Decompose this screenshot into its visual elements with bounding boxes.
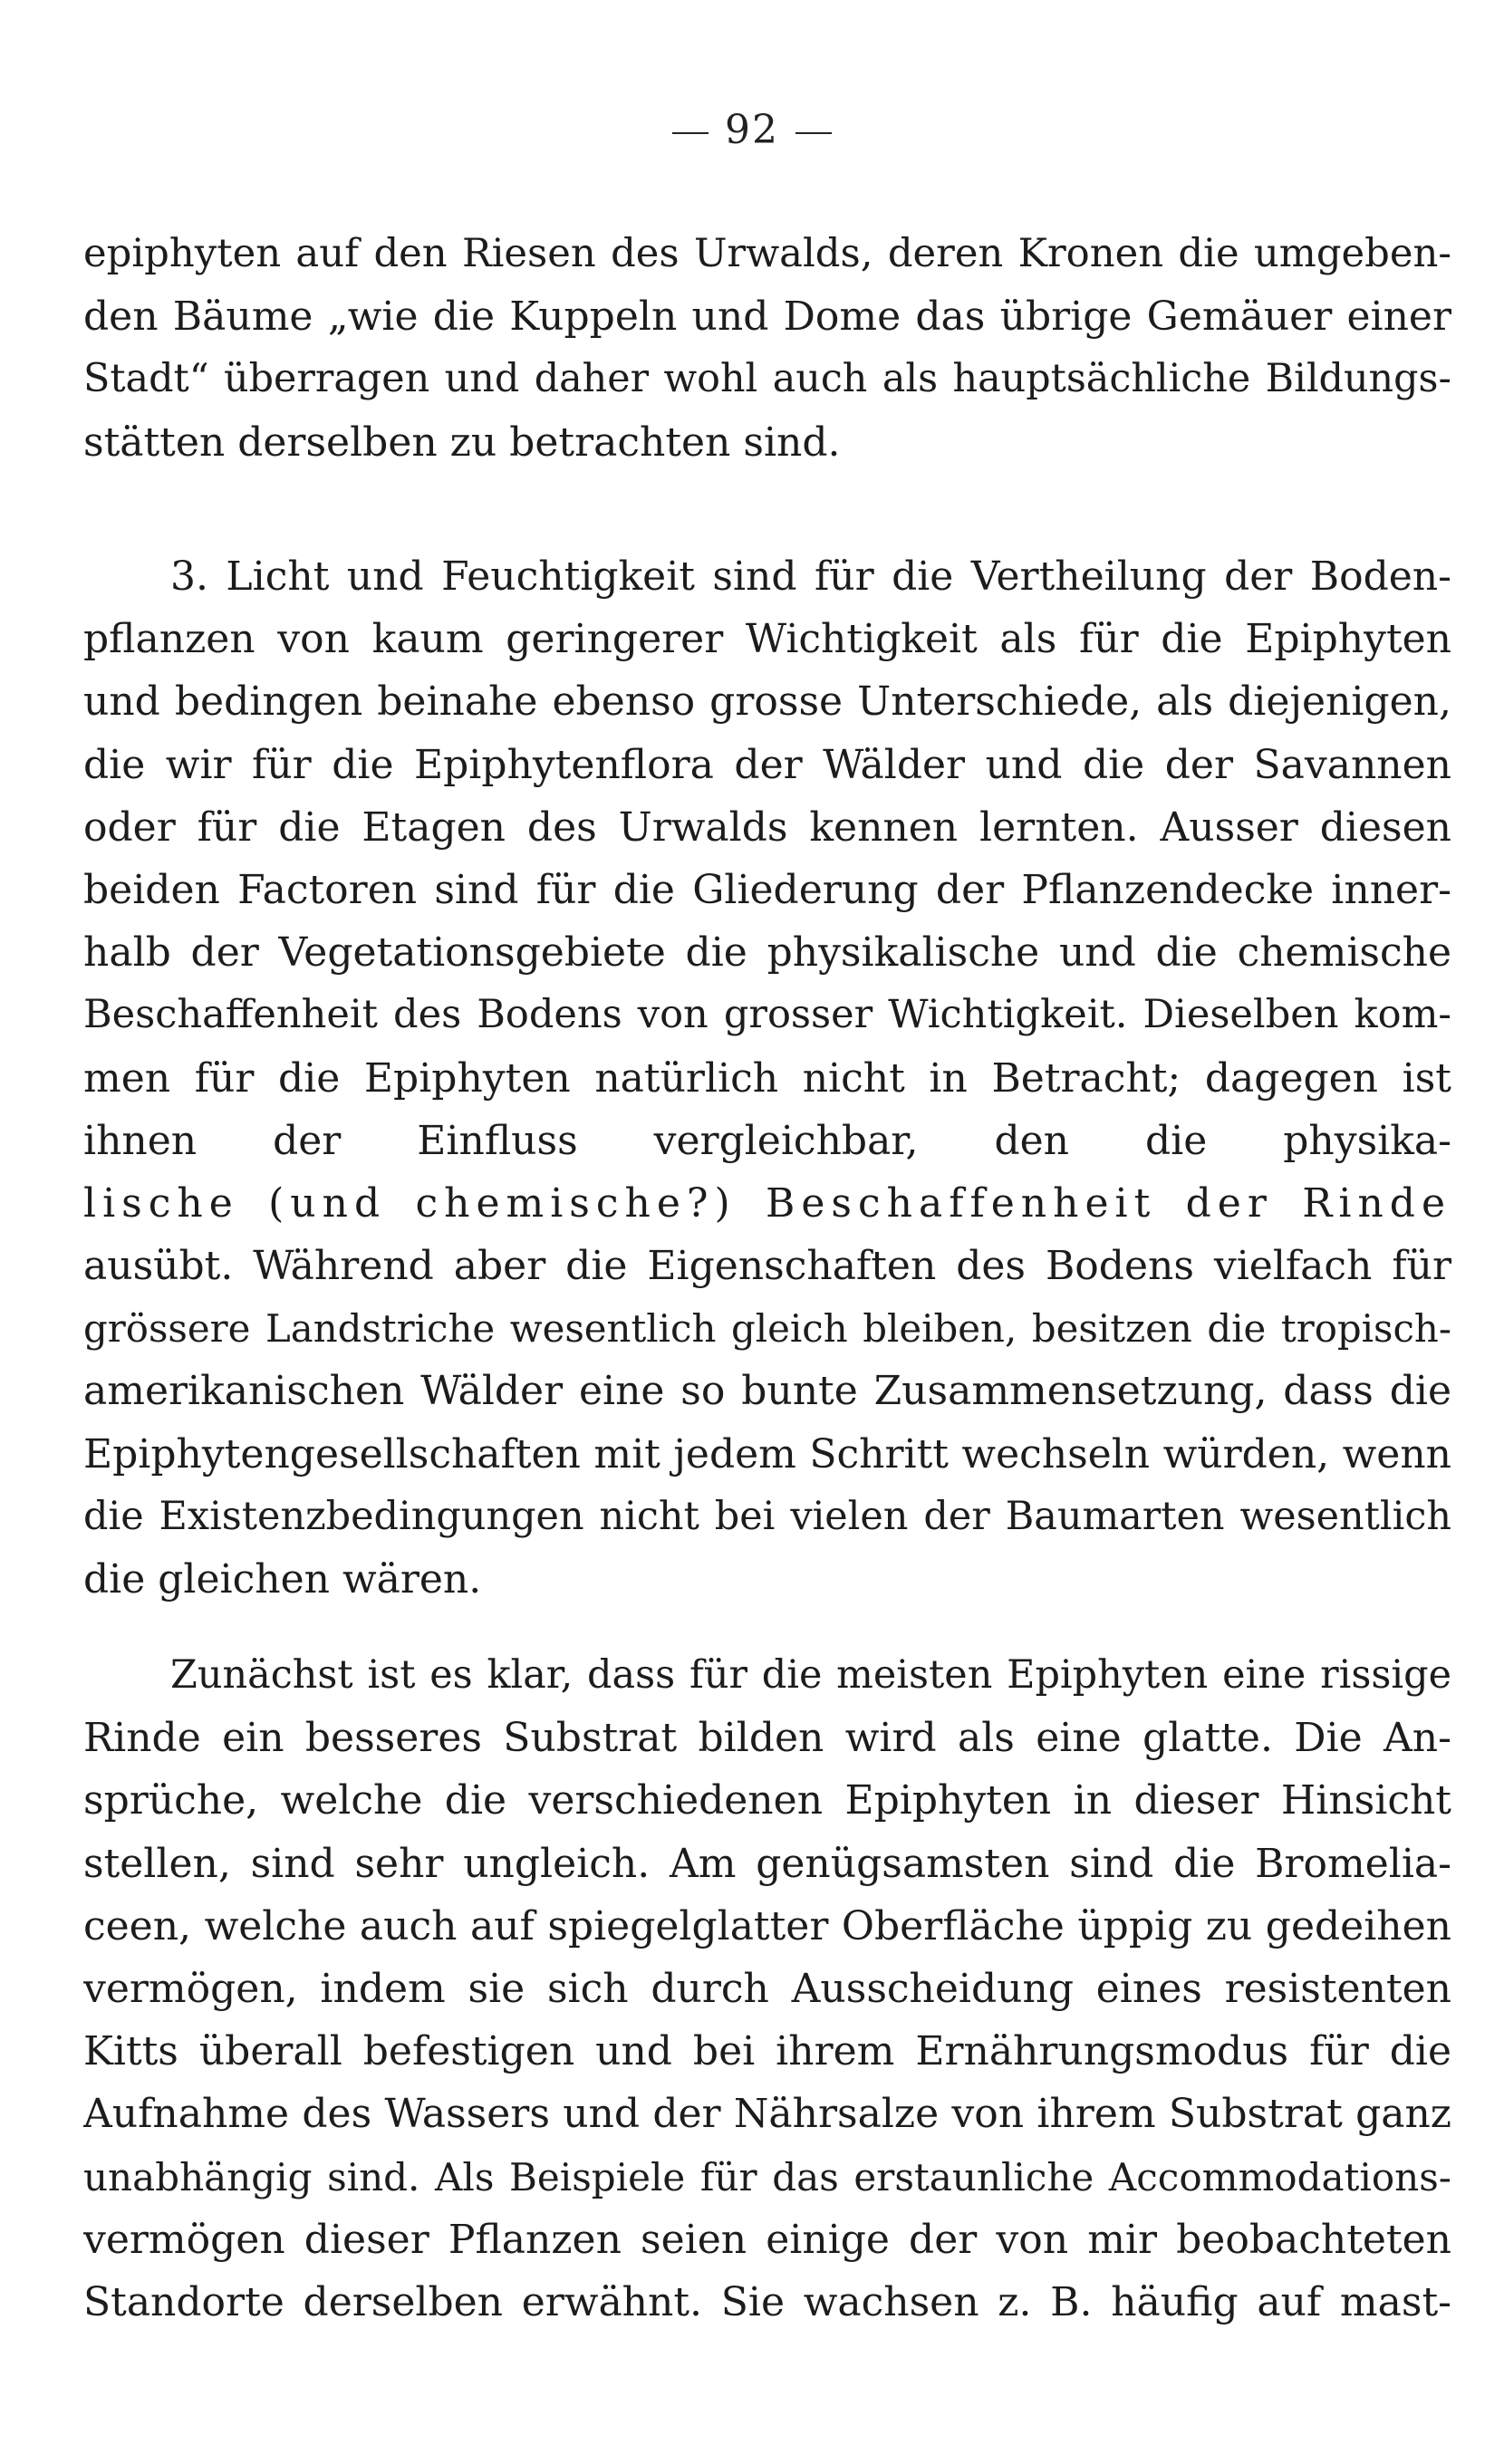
text-line: Beschaffenheit des Bodens von grosser Wichtigkeit. Dieselben kom- [83, 992, 1451, 1038]
left-dash [672, 132, 709, 134]
page-number-header [0, 107, 1504, 153]
text-line: unabhängig sind. Als Beispiele für das erstaunliche Accommodations- [83, 2154, 1451, 2199]
text-line: men für die Epiphyten natürlich nicht in Betracht; dagegen ist [83, 1054, 1451, 1102]
text-line: oder für die Etagen des Urwalds kennen lernten. Ausser diesen [83, 804, 1451, 851]
text-line: und bedingen beinahe ebenso grosse Unterschiede, als diejenigen, [83, 679, 1451, 726]
text-line: sprüche, welche die verschiedenen Epiphyten in dieser Hinsicht [83, 1777, 1451, 1824]
text-line: ceen, welche auch auf spiegelglatter Oberfläche üppig zu gedeihen [83, 1902, 1451, 1949]
text-line: den Bäume „wie die Kuppeln und Dome das übrige Gemäuer einer [83, 294, 1451, 341]
text-line: ihnen der Einfluss vergleichbar, den die physika- [83, 1117, 1451, 1164]
text-line: amerikanischen Wälder eine so bunte Zusammensetzung, dass die [83, 1368, 1451, 1415]
text-line: Epiphytengesellschaften mit jedem Schritt wechseln würden, wenn [83, 1430, 1451, 1477]
text-line: halb der Vegetationsgebiete die physikalische und die chemische [83, 929, 1451, 977]
text-line: pflanzen von kaum geringerer Wichtigkeit als für die Epiphyten [83, 616, 1451, 663]
text-line: Stadt“ überragen und daher wohl auch als hauptsächliche Bildungs- [83, 356, 1451, 402]
text-line: vermögen dieser Pflanzen seien einige der von mir beobachteten [83, 2216, 1451, 2263]
paragraph-3 [83, 1644, 1451, 2334]
text-line: stellen, sind sehr ungleich. Am genügsamsten sind die Bromelia- [83, 1840, 1451, 1887]
text-line: ausübt. Während aber die Eigenschaften des Bodens vielfach für [83, 1243, 1451, 1290]
paragraph-2 [83, 545, 1451, 1611]
text-line: die gleichen wären. [83, 1556, 482, 1603]
text-line: Aufnahme des Wassers und der Nährsalze von ihrem Substrat ganz [83, 2091, 1451, 2138]
text-line: Kitts überall befestigen und bei ihrem Ernährungsmodus für die [83, 2028, 1451, 2075]
text-line: epiphyten auf den Riesen des Urwalds, deren Kronen die umgeben- [83, 231, 1451, 276]
text-line: stätten derselben zu betrachten sind. [83, 419, 841, 466]
paragraph-1 [83, 223, 1451, 474]
text-line: Zunächst ist es klar, dass für die meisten Epiphyten eine rissige [170, 1652, 1451, 1698]
text-line: beiden Factoren sind für die Gliederung der Pflanzendecke inner- [83, 866, 1451, 913]
page-number: 92 [725, 107, 779, 153]
text-line: grössere Landstriche wesentlich gleich bleiben, besitzen die tropisch- [83, 1306, 1451, 1352]
text-line: vermögen, indem sie sich durch Ausscheidung eines resistenten [83, 1965, 1451, 2012]
text-line: die wir für die Epiphytenflora der Wälder und die der Savannen [83, 741, 1451, 788]
text-line: lische (und chemische?) Beschaffenheit der Rinde [83, 1179, 1451, 1227]
text-line: die Existenzbedingungen nicht bei vielen der Baumarten wesentlich [83, 1493, 1451, 1539]
text-line: 3. Licht und Feuchtigkeit sind für die Vertheilung der Boden- [170, 553, 1451, 600]
right-dash [795, 132, 832, 134]
text-line: Standorte derselben erwähnt. Sie wachsen z. B. häufig auf mast- [83, 2278, 1451, 2325]
text-line: Rinde ein besseres Substrat bilden wird als eine glatte. Die An- [83, 1715, 1451, 1762]
